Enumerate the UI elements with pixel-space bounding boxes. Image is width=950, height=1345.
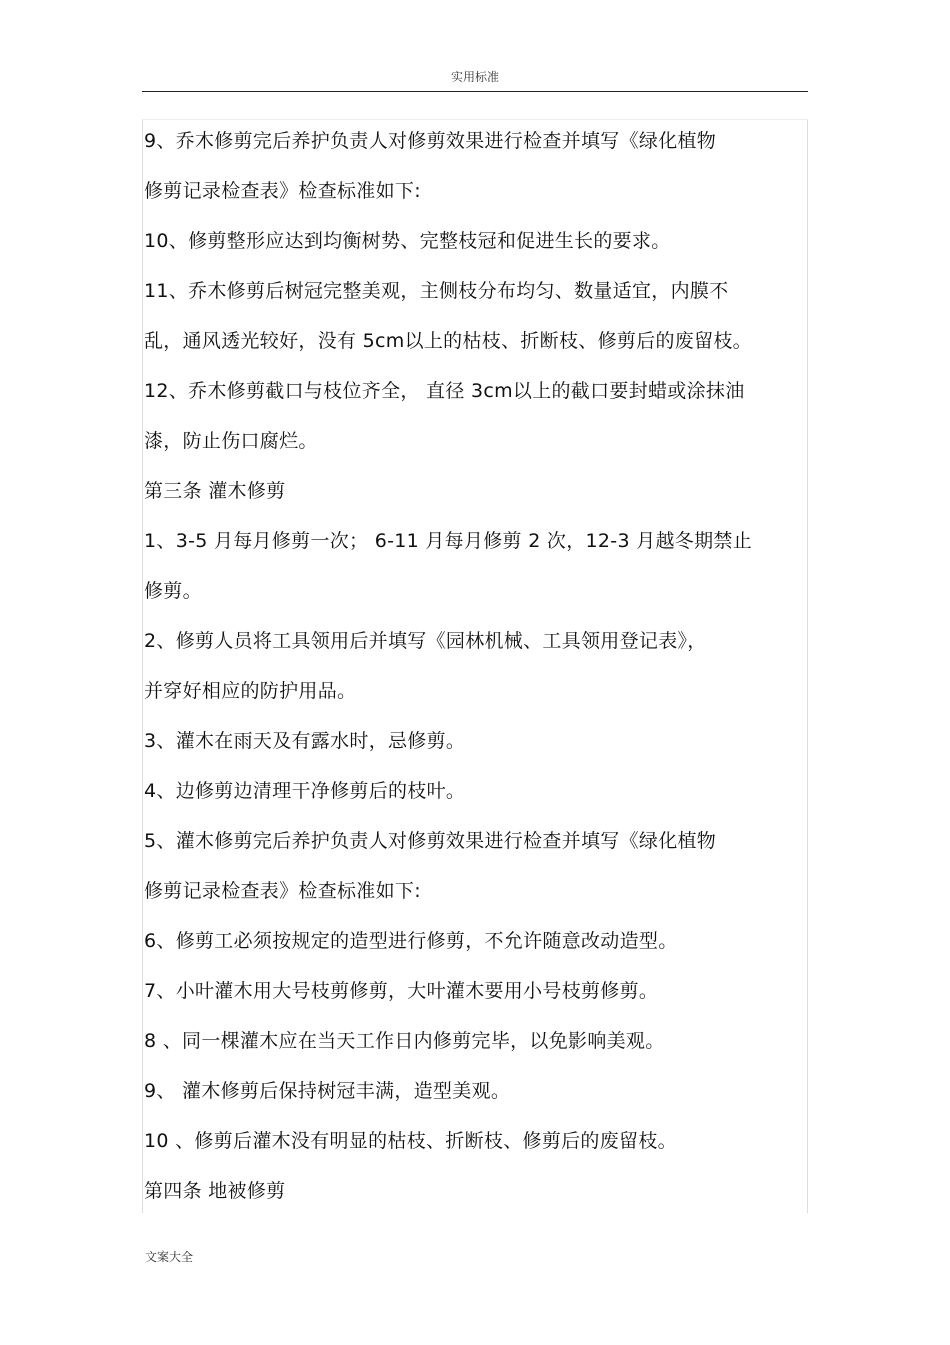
text-line: 10、修剪整形应达到均衡树势、完整枝冠和促进生长的要求。 — [144, 230, 671, 252]
header-divider — [142, 91, 808, 92]
text-line: 8 、同一棵灌木应在当天工作日内修剪完毕，以免影响美观。 — [144, 1030, 665, 1052]
text-line: 2、修剪人员将工具领用后并填写《园林机械、工具领用登记表》， — [144, 630, 707, 652]
text-line: 修剪记录检查表》检查标准如下: — [144, 880, 421, 902]
page-header: 实用标准 — [450, 70, 499, 84]
text-line: 6、修剪工必须按规定的造型进行修剪，不允许随意改动造型。 — [144, 930, 678, 952]
text-line: 12、乔木修剪截口与枝位齐全， 直径 3cm以上的截口要封蜡或涂抹油 — [144, 380, 745, 402]
text-line: 9、 灌木修剪后保持树冠丰满，造型美观。 — [144, 1080, 511, 1102]
text-line: 11、乔木修剪后树冠完整美观，主侧枝分布均匀、数量适宜，内膜不 — [144, 280, 729, 302]
text-line: 3、灌木在雨天及有露水时，忌修剪。 — [144, 730, 466, 752]
text-line: 修剪记录检查表》检查标准如下: — [144, 180, 421, 202]
document-body — [144, 116, 806, 1216]
text-line: 5、灌木修剪完后养护负责人对修剪效果进行检查并填写《绿化植物 — [144, 830, 717, 852]
section-heading: 第三条 灌木修剪 — [144, 480, 286, 502]
section-heading: 第四条 地被修剪 — [144, 1180, 286, 1202]
text-line: 10 、修剪后灌木没有明显的枯枝、折断枝、修剪后的废留枝。 — [144, 1130, 677, 1152]
text-line: 并穿好相应的防护用品。 — [144, 680, 357, 702]
text-line: 1、3-5 月每月修剪一次； 6-11 月每月修剪 2 次，12-3 月越冬期禁止 — [144, 530, 752, 552]
text-line: 9、乔木修剪完后养护负责人对修剪效果进行检查并填写《绿化植物 — [144, 130, 717, 152]
text-line: 漆，防止伤口腐烂。 — [144, 430, 318, 452]
text-line: 7、小叶灌木用大号枝剪修剪，大叶灌木要用小号枝剪修剪。 — [144, 980, 659, 1002]
text-line: 乱，通风透光较好，没有 5cm以上的枯枝、折断枝、修剪后的废留枝。 — [144, 330, 752, 352]
text-line: 4、边修剪边清理干净修剪后的枝叶。 — [144, 780, 466, 802]
text-line: 修剪。 — [144, 580, 202, 602]
page-footer: 文案大全 — [145, 1250, 194, 1264]
